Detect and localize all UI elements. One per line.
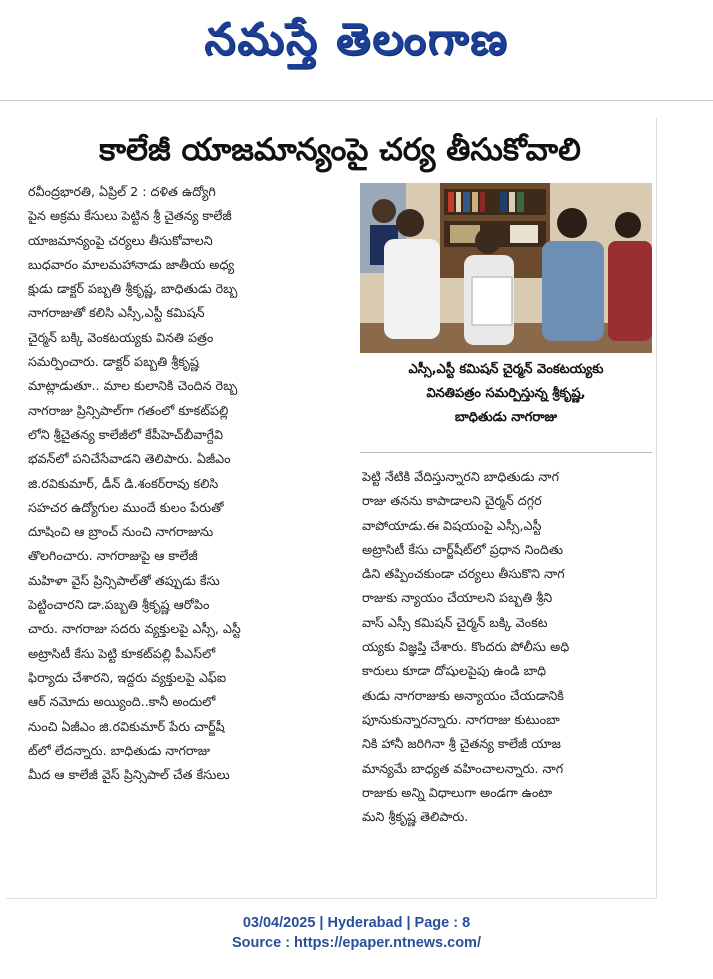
article-line: తుడు నాగరాజుకు అన్యాయం చేయడానికి xyxy=(362,687,564,703)
article-line: పెట్టి నేటికి వేదిస్తున్నారని బాధితుడు నాగ xyxy=(362,469,559,484)
photo-caption xyxy=(360,358,652,430)
article-line: చైర్మన్ బక్కి వెంకటయ్యకు వినతి పత్రం xyxy=(28,329,214,345)
article-line: అట్రాసిటీ కేసు చార్జ్‌షీట్‌లో ప్రధాన నిందితు xyxy=(362,541,564,557)
article-line: మీద ఆ కాలేజీ వైస్ ప్రిన్సిపాల్ చేత కేసులు xyxy=(28,767,230,783)
article-line: రవీంద్రభారతి, ఏప్రిల్ 2 : దళిత ఉద్యోగి xyxy=(28,184,216,199)
masthead xyxy=(0,0,713,100)
article-line: ఆర్ నమోదు అయ్యింది..కానీ అందులో xyxy=(28,694,216,710)
article-line: చారు. నాగరాజు సదరు వ్యక్తులపై ఎస్సీ, ఎస్టీ xyxy=(28,621,241,637)
article-line: నుంచి ఏజీఎం జి.రవికుమార్ పేరు చార్జ్‌షీ xyxy=(28,718,225,734)
article-right-column xyxy=(362,465,654,885)
article-line: లోని శ్రీచైతన్య కాలేజీలో కేపీహెచ్‌బీవాగ్దేవి xyxy=(28,426,224,442)
article-line: మాన్యమే బాధ్యత వహించాలన్నారు. నాగ xyxy=(362,760,564,776)
article-line: జి.రవికుమార్, డీన్ డి.శంకర్‌రావు కలిసి xyxy=(28,475,219,491)
headline: కాలేజీ యాజమాన్యంపై చర్య తీసుకోవాలి xyxy=(99,132,581,168)
article-line: ట్‌లో లేదన్నారు. బాధితుడు నాగరాజు xyxy=(28,742,211,758)
article-line: భవన్‌లో పనిచేసేవాడని తెలిపారు. ఏజీఎం xyxy=(28,451,231,467)
article-line: వాపోయాడు.ఈ విషయంపై ఎస్సీ,ఎస్టీ xyxy=(362,517,542,533)
caption-line-3: బాధితుడు నాగరాజు xyxy=(454,410,558,425)
news-photo xyxy=(360,183,652,353)
article-left-column xyxy=(28,180,346,880)
masthead-divider xyxy=(0,100,713,101)
article-line: సహచర ఉద్యోగుల ముందే కులం పేరుతో xyxy=(28,499,224,515)
article-line: వాస్ ఎస్సీ కమిషన్ చైర్మన్ బక్కి వెంకట xyxy=(362,614,548,630)
article-line: మాట్లాడుతూ.. మాల కులానికి చెందిన రెబ్బ xyxy=(28,378,238,394)
article-line: యాజమాన్యంపై చర్యలు తీసుకోవాలని xyxy=(28,232,213,248)
masthead-title: నమస్తే తెలంగాణ xyxy=(204,14,509,65)
article-line: ఫిర్యాదు చేశారని, ఇద్దరు వ్యక్తులపై ఎఫ్ఐ xyxy=(28,669,227,685)
article-line: డిని తప్పించకుండా చర్యలు తీసుకొని నాగ xyxy=(362,566,565,582)
article-line: నాగరాజు ప్రిన్సిపాల్‌గా గతంలో కూకట్‌పల్లి xyxy=(28,402,229,418)
photo-illustration xyxy=(360,183,652,353)
article-line: రాజుకు అన్ని విధాలుగా అండగా ఉంటా xyxy=(362,784,553,800)
footer-date-edition: 03/04/2025 | Hyderabad | Page : 8 xyxy=(242,915,471,931)
article-line: రాజుకు న్యాయం చేయాలని పబ్బతి శ్రీని xyxy=(362,590,553,606)
caption-line-1: ఎస్సీ,ఎస్టీ కమిషన్ చైర్మన్ వెంకటయ్యకు xyxy=(408,362,604,377)
article-line: మహిళా వైస్ ప్రిన్సిపాల్‌తో తప్పుడు కేసు xyxy=(28,572,220,588)
article-line: తొలగించారు. నాగరాజుపై ఆ కాలేజీ xyxy=(28,548,198,564)
article-line: క్షుడు డాక్టర్ పబ్బతి శ్రీకృష్ణ, బాధితుడు రెబ్బ xyxy=(28,281,238,297)
article-line: నికి హానీ జరిగినా శ్రీ చైతన్య కాలేజీ యాజ xyxy=(362,736,561,752)
caption-divider xyxy=(360,452,652,453)
article-line: దూషించి ఆ బ్రాంచ్ నుంచి నాగరాజును xyxy=(28,524,214,540)
article-line: పెట్టించారని డా.పబ్బతి శ్రీకృష్ణ ఆరోపిం xyxy=(28,597,210,613)
article-line: మని శ్రీకృష్ణ తెలిపారు. xyxy=(362,809,469,825)
article-line: నాగరాజుతో కలిసి ఎస్సీ,ఎస్టీ కమిషన్ xyxy=(28,305,205,321)
article-line: పైన అక్రమ కేసులు పెట్టిన శ్రీ చైతన్య కాలేజీ xyxy=(28,208,232,224)
footer xyxy=(0,913,713,953)
footer-source: Source : https://epaper.ntnews.com/ xyxy=(232,935,481,951)
article-line: బుధవారం మాలమహానాడు జాతీయ అధ్య xyxy=(28,256,235,272)
caption-line-2: వినతిపత్రం సమర్పిస్తున్న శ్రీకృష్ణ, xyxy=(426,386,586,401)
article-line: పూనుకున్నారన్నారు. నాగరాజు కుటుంబా xyxy=(362,711,560,727)
article-line: అట్రాసిటీ కేసు పెట్టి కూకట్‌పల్లి పీఎస్‌లో xyxy=(28,645,216,661)
article-line: సమర్పించారు. డాక్టర్ పబ్బతి శ్రీకృష్ణ xyxy=(28,354,199,370)
article-line: రాజు తనను కాపాడాలని చైర్మన్ దగ్గర xyxy=(362,493,542,509)
article-line: కారులు కూడా దోషులపైపు ఉండి బాధి xyxy=(362,663,547,679)
article-line: య్యకు విజ్ఞప్తి చేశారు. కొందరు పోలీసు అధి xyxy=(362,639,570,655)
